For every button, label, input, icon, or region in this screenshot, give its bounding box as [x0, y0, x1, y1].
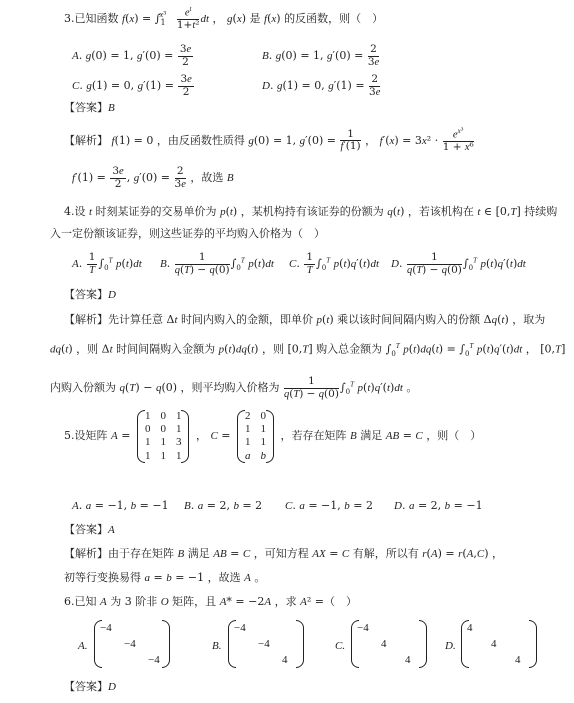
q4-option-a[interactable]: A. $\frac{1}{T}$ $\int_0^T$ p(t)dt	[72, 251, 142, 276]
diagonal-matrix	[228, 620, 304, 668]
q4-option-d[interactable]: D. $\frac{1}{q(T) - q(0)}$ $\int_0^T$ p(t)q′(t)dt	[391, 251, 526, 276]
matrix-a-cell: 1	[175, 449, 182, 462]
diagonal-matrix	[461, 620, 537, 668]
q4-analysis-1: 【解析】先计算任意 Δt 时间内购入的金额，即单价 p(t) 乘以该时间间隔内购入的份额 Δq(t) ，取为	[64, 313, 546, 326]
q3-option-a[interactable]: A. g(0) = 1, g′(0) = $\frac{3e}{2}$	[72, 43, 192, 68]
matrix-diagonal-entry: −4	[357, 622, 369, 634]
matrix-a-cell: 1	[175, 410, 182, 422]
q4-analysis-3: 内购入份额为 q(T) − q(0) ，则平均购入价格为 $\frac{1}{q(T) - q(0)}$ $\int_0^T$ p(t)q′(t)dt 。	[50, 375, 418, 400]
matrix-diagonal-entry: 4	[381, 638, 387, 650]
matrix-a-cell: 0	[144, 423, 151, 436]
q3-analysis-2: f′(1) = $\frac{3e}{2}$ , g′(0) = $\frac{2}{3e}$ ，故选 B	[72, 165, 234, 190]
matrix-diagonal-entry: −4	[124, 638, 136, 650]
q4-option-b[interactable]: B. $\frac{1}{q(T) - q(0)}$ $\int_0^T$ p(t)dt	[160, 251, 274, 276]
matrix-diagonal-entry: −4	[100, 622, 112, 634]
matrix-a-cell: 3	[175, 436, 182, 449]
matrix-c-cell: 1	[260, 423, 267, 436]
matrix-c-cell: 1	[260, 436, 267, 449]
q3-stem: 3.已知函数 $f(x) = \int_1^{x^3}$ $\frac{e^t}{\text{1+t²}}$ dt ， g(x) 是 f(x) 的反函数，则（ ）	[64, 5, 384, 32]
q5-analysis-2: 初等行变换易得 a = b = −1 ，故选 A 。	[64, 571, 266, 584]
matrix-diagonal-entry: 4	[405, 654, 411, 666]
q4-stem-2: 入一定份额该证券，则这些证券的平均购入价格为（ ）	[50, 227, 325, 240]
matrix-diagonal-entry: 4	[467, 622, 473, 634]
matrix-c-cell: 0	[260, 410, 267, 422]
q6-option-label: D.	[445, 640, 456, 652]
matrix-a-cell: 0	[160, 410, 166, 422]
q5-option-b[interactable]: B. a = 2, b = 2	[184, 499, 263, 512]
matrix-c-cell: b	[260, 449, 267, 462]
q3-option-d[interactable]: D. g(1) = 0, g′(1) = $\frac{2}{3e}$	[262, 73, 381, 98]
matrix-a-cell: 1	[144, 449, 151, 462]
q4-analysis-2: dq(t) ，则 Δt 时间间隔购入金额为 p(t)dq(t) ，则 [0,T] 购入总金额为 $\int_0^T$ $p(t)dq(t) = \int_0^T$ p(t)q′(t)dt ， [0,T]	[50, 342, 566, 358]
matrix-a-cell: 1	[160, 449, 166, 462]
matrix-a	[140, 410, 187, 463]
matrix-c-cell: a	[245, 449, 251, 462]
matrix-diagonal-entry: −4	[258, 638, 270, 650]
q3-option-b[interactable]: B. g(0) = 1, g′(0) = $\frac{2}{3e}$	[262, 43, 380, 68]
matrix-c-cell: 1	[245, 423, 251, 436]
q5-answer: 【答案】A	[64, 523, 115, 536]
matrix-a-cell: 1	[175, 423, 182, 436]
diagonal-matrix	[351, 620, 427, 668]
q5-stem: 5.设矩阵 A = 1 0 1 0 0 1 1 1 3 1 1 1 ， C = 2 0 1 1 1 1 a b ，若存在矩阵 B 满足 AB = C ，则（ ）	[64, 410, 482, 462]
q4-stem-1: 4.设 t 时刻某证券的交易单价为 p(t) ，某机构持有该证券的份额为 q(t) ，若该机构在 t ∈ [0,T] 持续购	[64, 205, 558, 218]
q4-option-c[interactable]: C. $\frac{1}{T}$ $\int_0^T$ p(t)q′(t)dt	[289, 251, 380, 276]
q5-option-d[interactable]: D. a = 2, b = −1	[394, 499, 483, 512]
matrix-c	[240, 410, 271, 463]
q3-analysis-1: 【解析】 f(1) = 0 ，由反函数性质得 g(0) = 1, g′(0) = $\frac{1}{f'(1)}$ ， f′(x) = 3x² · $\frac{e^{x^3}}{\text{1 + x⁶}}$	[64, 127, 474, 154]
matrix-a-cell: 1	[144, 410, 151, 422]
q4-answer: 【答案】D	[64, 288, 116, 301]
matrix-a-cell: 1	[144, 436, 151, 449]
q6-option-label: A.	[78, 640, 88, 652]
q6-stem: 6.已知 A 为 3 阶非 O 矩阵，且 A* = −2A ，求 A² =（ ）	[64, 595, 357, 608]
q5-option-a[interactable]: A. a = −1, b = −1	[72, 499, 169, 512]
q6-option-label: B.	[212, 640, 222, 652]
q3-option-c[interactable]: C. g(1) = 0, g′(1) = $\frac{3e}{2}$	[72, 73, 192, 98]
matrix-diagonal-entry: 4	[515, 654, 521, 666]
q6-option-label: C.	[335, 640, 346, 652]
matrix-c-cell: 1	[245, 436, 251, 449]
matrix-diagonal-entry: −4	[148, 654, 160, 666]
q5-analysis-1: 【解析】由于存在矩阵 B 满足 AB = C ，可知方程 AX = C 有解，所以有 r(A) = r(A,C) ，	[64, 547, 504, 560]
diagonal-matrix	[94, 620, 170, 668]
matrix-diagonal-entry: −4	[234, 622, 246, 634]
q5-option-c[interactable]: C. a = −1, b = 2	[285, 499, 373, 512]
matrix-c-cell: 2	[245, 410, 251, 422]
q6-answer: 【答案】D	[64, 680, 116, 693]
matrix-diagonal-entry: 4	[282, 654, 288, 666]
matrix-a-cell: 1	[160, 436, 166, 449]
matrix-a-cell: 0	[160, 423, 166, 436]
q3-answer: 【答案】B	[64, 101, 115, 114]
matrix-diagonal-entry: 4	[491, 638, 497, 650]
